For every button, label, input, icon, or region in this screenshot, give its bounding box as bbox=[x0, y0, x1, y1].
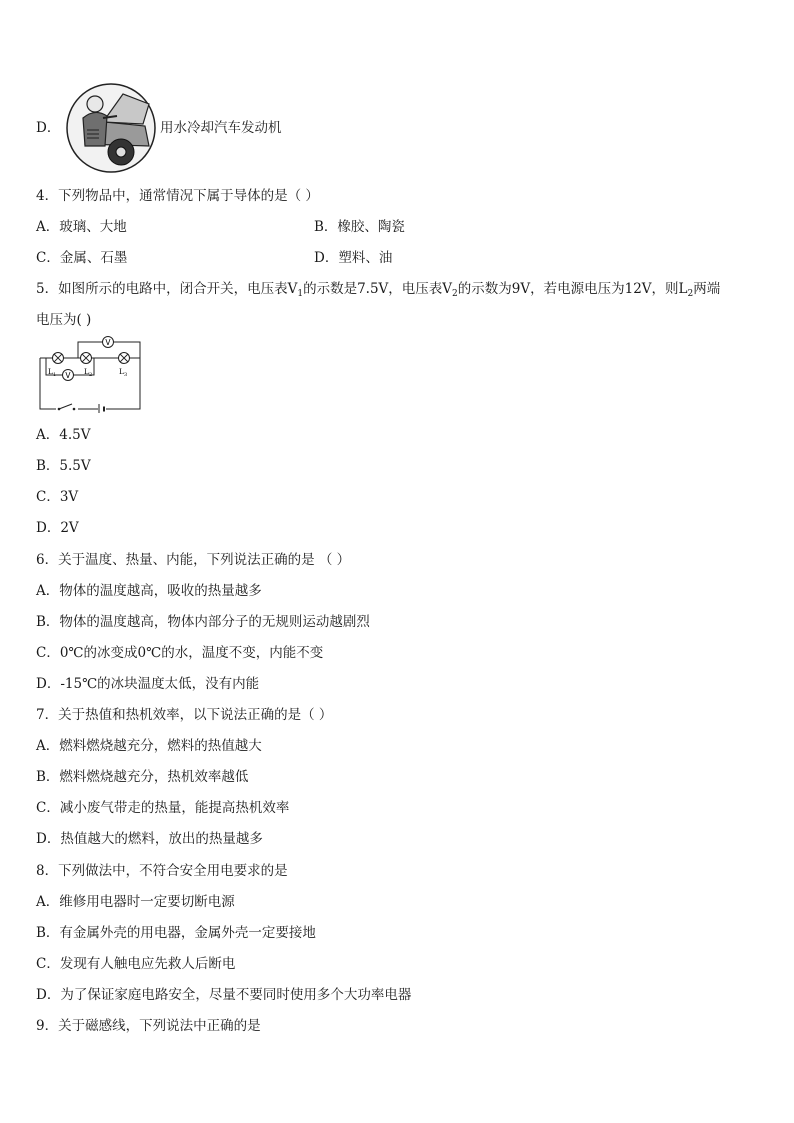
lamp-l1 bbox=[53, 353, 64, 364]
option-text: 4.5V bbox=[59, 427, 91, 443]
option-text: 维修用电器时一定要切断电源 bbox=[59, 894, 235, 910]
option-text: 塑料、油 bbox=[338, 250, 393, 266]
q3-option-d-letter: D． bbox=[36, 120, 61, 136]
option-text: -15℃的冰块温度太低，没有内能 bbox=[60, 676, 260, 692]
q6-option-a bbox=[36, 582, 262, 600]
option-text: 发现有人触电应先救人后断电 bbox=[59, 956, 236, 972]
option-text: 5.5V bbox=[59, 458, 91, 474]
option-letter: B． bbox=[36, 458, 60, 474]
option-letter: C． bbox=[36, 250, 60, 266]
option-letter: D． bbox=[36, 676, 61, 692]
q9-stem: 9．关于磁感线，下列说法中正确的是 bbox=[36, 1018, 261, 1034]
option-letter: C． bbox=[36, 489, 60, 505]
option-letter: A． bbox=[36, 583, 60, 599]
q5-stem bbox=[36, 280, 720, 303]
option-text: 燃料燃烧越充分，热机效率越低 bbox=[59, 769, 249, 785]
option-letter: C． bbox=[36, 645, 60, 661]
q7-stem: 7．关于热值和热机效率，以下说法正确的是（ ） bbox=[36, 707, 333, 723]
q8-option-d bbox=[36, 986, 411, 1004]
option-letter: D． bbox=[36, 831, 61, 847]
q8-stem: 8．下列做法中，不符合安全用电要求的是 bbox=[36, 863, 288, 879]
battery bbox=[98, 403, 106, 413]
lamp-l2 bbox=[81, 353, 92, 364]
circuit-diagram bbox=[36, 335, 144, 413]
switch bbox=[56, 404, 78, 413]
q6-option-b bbox=[36, 613, 370, 631]
q6-option-d bbox=[36, 675, 259, 693]
option-text: 金属、石墨 bbox=[59, 250, 128, 266]
lamp-l2-label: $L_2$ bbox=[84, 367, 93, 378]
q5-stem-part: 的示数为9V，若电源电压为12V，则L bbox=[457, 281, 688, 297]
voltmeter-top-label: V bbox=[105, 338, 111, 347]
q8-option-c bbox=[36, 955, 235, 973]
q4-stem: 4．下列物品中，通常情况下属于导体的是（ ） bbox=[36, 188, 319, 204]
option-letter: A． bbox=[36, 219, 60, 235]
q5-option-c bbox=[36, 488, 78, 506]
option-text: 燃料燃烧越充分，燃料的热值越大 bbox=[59, 738, 262, 754]
q5-stem-line2: 电压为( ) bbox=[36, 312, 92, 328]
q5-stem-part: 的示数是7.5V，电压表V bbox=[303, 281, 453, 297]
q5-stem-part: 两端 bbox=[693, 281, 721, 297]
q7-option-d bbox=[36, 830, 263, 848]
q8-option-b bbox=[36, 924, 316, 942]
q5-option-d bbox=[36, 519, 79, 537]
option-letter: B． bbox=[314, 219, 338, 235]
option-text: 3V bbox=[59, 489, 79, 505]
option-letter: A． bbox=[36, 738, 60, 754]
option-letter: C． bbox=[36, 956, 60, 972]
option-text: 玻璃、大地 bbox=[59, 219, 127, 235]
option-text: 减小废气带走的热量，能提高热机效率 bbox=[59, 800, 290, 816]
option-letter: D． bbox=[36, 987, 61, 1003]
option-letter: B． bbox=[36, 614, 60, 630]
q4-option-a bbox=[36, 218, 127, 236]
q5-subscript: 2 bbox=[452, 289, 458, 299]
option-text: 物体的温度越高，吸收的热量越多 bbox=[59, 583, 262, 599]
q4-option-c bbox=[36, 249, 127, 267]
q5-stem-part: 5．如图所示的电路中，闭合开关，电压表V bbox=[36, 281, 298, 297]
option-text: 0℃的冰变成0℃的水，温度不变，内能不变 bbox=[59, 645, 324, 661]
q6-stem: 6．关于温度、热量、内能，下列说法正确的是 （ ） bbox=[36, 552, 351, 568]
lamp-l3-label: $L_3$ bbox=[119, 367, 128, 378]
q7-option-c bbox=[36, 799, 289, 817]
option-letter: C． bbox=[36, 800, 60, 816]
q5-subscript: 2 bbox=[687, 289, 694, 299]
option-text: 有金属外壳的用电器，金属外壳一定要接地 bbox=[59, 925, 316, 941]
q5-option-a bbox=[36, 426, 90, 444]
option-letter: B． bbox=[36, 769, 60, 785]
lamp-l3 bbox=[119, 353, 130, 364]
q4-option-b bbox=[314, 218, 405, 236]
option-text: 2V bbox=[60, 520, 79, 536]
q4-option-d bbox=[314, 249, 392, 267]
option-letter: A． bbox=[36, 894, 60, 910]
q3-option-d-text: 用水冷却汽车发动机 bbox=[160, 120, 282, 136]
option-letter: A． bbox=[36, 427, 60, 443]
q5-option-b bbox=[36, 457, 91, 475]
option-letter: D． bbox=[36, 520, 61, 536]
option-text: 橡胶、陶瓷 bbox=[337, 219, 405, 235]
q7-option-a bbox=[36, 737, 262, 755]
option-letter: D． bbox=[314, 250, 339, 266]
option-text: 热值越大的燃料，放出的热量越多 bbox=[60, 831, 263, 847]
q6-option-c bbox=[36, 644, 323, 662]
lamp-l1-label: $L_1$ bbox=[48, 367, 57, 378]
option-letter: B． bbox=[36, 925, 60, 941]
q5-subscript: 1 bbox=[297, 289, 304, 299]
car-engine-illustration bbox=[65, 82, 157, 174]
option-text: 物体的温度越高，物体内部分子的无规则运动越剧烈 bbox=[59, 614, 370, 630]
voltmeter-bottom-label: V bbox=[65, 371, 71, 380]
option-text: 为了保证家庭电路安全，尽量不要同时使用多个大功率电器 bbox=[60, 987, 412, 1003]
q7-option-b bbox=[36, 768, 248, 786]
q8-option-a bbox=[36, 893, 235, 911]
